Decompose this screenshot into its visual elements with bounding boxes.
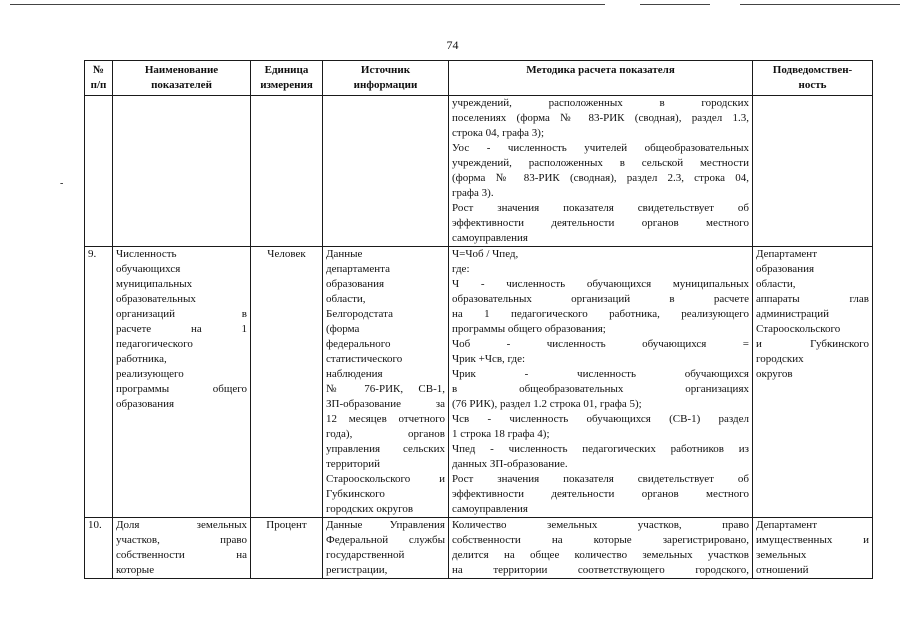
- header-method: Методика расчета показателя: [449, 61, 753, 96]
- table-row: [85, 96, 873, 247]
- cell-source: Данные департамента образования области, Белгородстата (форма федерального статистического наблюдения № 76-РИК, СВ-1, ЗП-образование за 12 месяцев отчетного года), органов управления сельских территорий Старооскольского и Губкинского городских округов: [323, 247, 449, 518]
- top-rule-mid: [640, 4, 710, 5]
- cell-indicator-name: [113, 96, 251, 247]
- cell-indicator-name: Численность обучающихся муниципальных образовательных организаций в расчете на 1 педагогического работника, реализующего программы общего образования: [113, 247, 251, 518]
- header-dept: Подведомствен- ность: [753, 61, 873, 96]
- cell-source: Данные Управления Федеральной службы государственной регистрации,: [323, 518, 449, 579]
- cell-unit: Процент: [251, 518, 323, 579]
- cell-source: [323, 96, 449, 247]
- cell-method: учреждений, расположенных в городских поселениях (форма № 83-РИК (сводная), раздел 1.3, строка 04, графа 3); Уос - численность учителей общеобразовательных учреждений, расположенных в сельской местности (форма № 83-РИК (сводная), раздел 2.3, строка 04, графа 3). Рост значения показателя свидетельствует об эффективности деятельности органов местного самоуправления: [449, 96, 753, 247]
- cell-number: 10.: [85, 518, 113, 579]
- cell-dept: Департамент образования области, аппараты глав администраций Старооскольского и Губкинского городских округов: [753, 247, 873, 518]
- header-name: Наименование показателей: [113, 61, 251, 96]
- header-row: [85, 61, 873, 96]
- cell-unit: [251, 96, 323, 247]
- table-row: [85, 247, 873, 518]
- top-rule-left: [10, 4, 605, 5]
- cell-indicator-name: Доля земельных участков, право собственности на которые: [113, 518, 251, 579]
- cell-dept: [753, 96, 873, 247]
- header-num: № п/п: [85, 61, 113, 96]
- margin-mark: -: [60, 178, 64, 189]
- cell-number: [85, 96, 113, 247]
- cell-method: Ч=Чоб / Чпед, где: Ч - численность обучающихся муниципальных образовательных организаций в расчете на 1 педагогического работника, реализующего программы общего образования; Чоб - численность обучающихся = Чрик +Чсв, где: Чрик - численность обучающихся в общеобразовательных организациях (76 РИК), раздел 1.2 строка 01, графа 5); Чсв - численность обучающихся (СВ-1) раздел 1 строка 18 графа 4); Чпед - численность педагогических работников из данных ЗП-образование. Рост значения показателя свидетельствует об эффективности деятельности органов местного самоуправления: [449, 247, 753, 518]
- cell-number: 9.: [85, 247, 113, 518]
- header-source: Источник информации: [323, 61, 449, 96]
- indicator-table: [84, 60, 873, 579]
- cell-method: Количество земельных участков, право собственности на которые зарегистрировано, делится на общее количество земельных участков на территории соответствующего городского,: [449, 518, 753, 579]
- table-body: [85, 96, 873, 579]
- cell-unit: Человек: [251, 247, 323, 518]
- table-row: [85, 518, 873, 579]
- top-rule-right: [740, 4, 900, 5]
- page-number: 74: [446, 38, 459, 52]
- header-unit: Единица измерения: [251, 61, 323, 96]
- cell-dept: Департамент имущественных и земельных отношений: [753, 518, 873, 579]
